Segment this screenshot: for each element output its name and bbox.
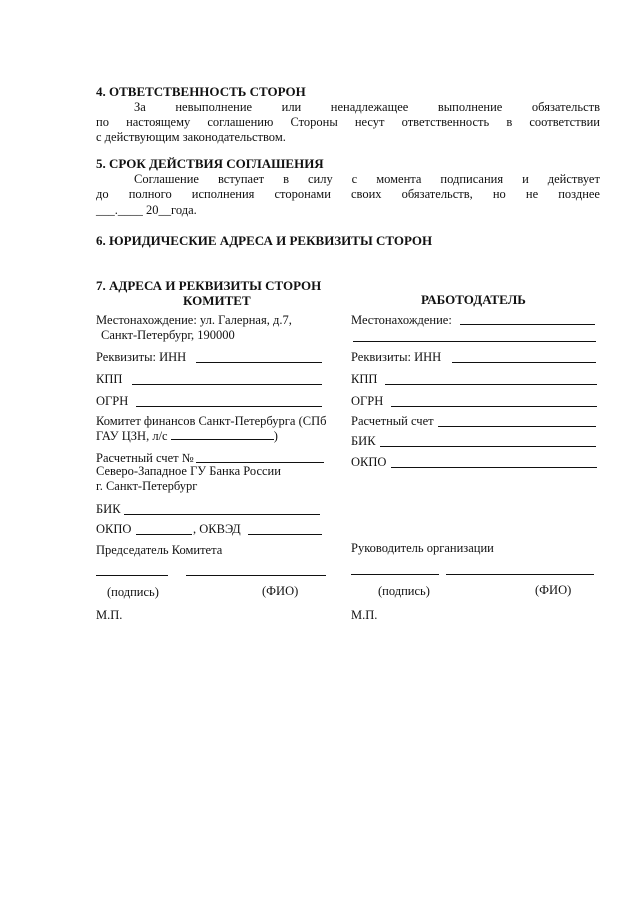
section4-paragraph-line1 bbox=[134, 100, 600, 115]
employer-signature-caption: (подпись) bbox=[378, 584, 430, 598]
word: позднее bbox=[558, 187, 600, 201]
word: Соглашение bbox=[134, 172, 199, 186]
employer-kpp-label: КПП bbox=[351, 372, 378, 386]
word: но bbox=[492, 187, 506, 201]
committee-stamp-label: М.П. bbox=[96, 608, 123, 622]
employer-location-label: Местонахождение: bbox=[351, 313, 452, 327]
employer-bik-field[interactable] bbox=[380, 446, 596, 447]
employer-okpo-label: ОКПО bbox=[351, 455, 387, 469]
employer-ogrn-label: ОГРН bbox=[351, 394, 384, 408]
word: исполнения bbox=[191, 187, 255, 201]
employer-fio-caption: (ФИО) bbox=[535, 583, 572, 597]
employer-bik-label: БИК bbox=[351, 434, 376, 448]
committee-location-line1: Местонахождение: ул. Галерная, д.7, bbox=[96, 313, 292, 327]
word: За bbox=[134, 100, 146, 114]
word: обязательств bbox=[531, 100, 600, 114]
word: силу bbox=[307, 172, 333, 186]
section4-paragraph-line2 bbox=[96, 115, 600, 130]
section4-heading: 4. ОТВЕТСТВЕННОСТЬ СТОРОН bbox=[96, 84, 306, 99]
committee-okpo-field[interactable] bbox=[136, 534, 192, 535]
committee-bik-field[interactable] bbox=[124, 514, 320, 515]
word: настоящему bbox=[126, 115, 191, 129]
committee-okpo-label: ОКПО bbox=[96, 522, 132, 536]
committee-kpp-label: КПП bbox=[96, 372, 123, 386]
committee-personal-account-field[interactable] bbox=[171, 429, 274, 440]
word: по bbox=[96, 115, 109, 129]
employer-ogrn-field[interactable] bbox=[391, 406, 597, 407]
committee-kpp-field[interactable] bbox=[132, 384, 322, 385]
committee-signature-caption: (подпись) bbox=[107, 585, 159, 599]
employer-signature-line[interactable] bbox=[351, 574, 439, 575]
word: ненадлежащее bbox=[330, 100, 409, 114]
committee-okved-label: , ОКВЭД bbox=[193, 522, 241, 536]
word: и bbox=[522, 172, 529, 186]
section5-paragraph-line1 bbox=[134, 172, 600, 187]
word: соглашению bbox=[207, 115, 274, 129]
employer-stamp-label: М.П. bbox=[351, 608, 378, 622]
word: до bbox=[96, 187, 109, 201]
section6-heading: 6. ЮРИДИЧЕСКИЕ АДРЕСА И РЕКВИЗИТЫ СТОРОН bbox=[96, 233, 433, 248]
employer-fio-line[interactable] bbox=[446, 574, 594, 575]
committee-finance-line2-close: ) bbox=[273, 429, 278, 443]
word: несут bbox=[354, 115, 385, 129]
word: своих bbox=[350, 187, 382, 201]
committee-bank-line2: г. Санкт-Петербург bbox=[96, 479, 198, 493]
committee-inn-label: Реквизиты: ИНН bbox=[96, 350, 187, 364]
committee-signature-line[interactable] bbox=[96, 575, 168, 576]
word: Стороны bbox=[290, 115, 338, 129]
section5-paragraph-line2 bbox=[96, 187, 600, 202]
committee-finance-line2 bbox=[96, 429, 278, 444]
word: в bbox=[506, 115, 513, 129]
word: ответственность bbox=[401, 115, 490, 129]
employer-title: РАБОТОДАТЕЛЬ bbox=[421, 292, 526, 307]
word: вступает bbox=[217, 172, 265, 186]
word: в bbox=[283, 172, 289, 186]
employer-location-field-line2[interactable] bbox=[353, 341, 596, 342]
employer-kpp-field[interactable] bbox=[385, 384, 597, 385]
committee-inn-field[interactable] bbox=[196, 362, 322, 363]
committee-bank-line1: Северо-Западное ГУ Банка России bbox=[96, 464, 281, 478]
committee-bik-label: БИК bbox=[96, 502, 121, 516]
word: или bbox=[281, 100, 302, 114]
committee-account-field[interactable] bbox=[196, 462, 324, 463]
employer-account-label: Расчетный счет bbox=[351, 414, 434, 428]
committee-okved-field[interactable] bbox=[248, 534, 322, 535]
word: обязательств, bbox=[401, 187, 473, 201]
committee-location-line2: Санкт-Петербург, 190000 bbox=[101, 328, 235, 342]
word: невыполнение bbox=[175, 100, 253, 114]
word: подписания bbox=[440, 172, 504, 186]
word: с bbox=[351, 172, 358, 186]
employer-location-field[interactable] bbox=[460, 324, 595, 325]
section5-paragraph-line3: ___.____ 20__года. bbox=[96, 203, 197, 217]
word: сторонами bbox=[274, 187, 331, 201]
word: соответствии bbox=[529, 115, 600, 129]
committee-finance-account-label: ГАУ ЦЗН, л/с bbox=[96, 429, 168, 443]
word: момента bbox=[376, 172, 422, 186]
employer-signer-title: Руководитель организации bbox=[351, 541, 494, 555]
section4-paragraph-line3: с действующим законодательством. bbox=[96, 130, 286, 144]
word: полного bbox=[128, 187, 172, 201]
committee-signer-title: Председатель Комитета bbox=[96, 543, 223, 557]
word: действует bbox=[547, 172, 600, 186]
committee-fio-line[interactable] bbox=[186, 575, 326, 576]
employer-account-field[interactable] bbox=[438, 426, 596, 427]
committee-ogrn-field[interactable] bbox=[136, 406, 322, 407]
employer-inn-label: Реквизиты: ИНН bbox=[351, 350, 442, 364]
word: выполнение bbox=[437, 100, 503, 114]
employer-okpo-field[interactable] bbox=[391, 467, 597, 468]
committee-account-label: Расчетный счет № bbox=[96, 451, 194, 465]
committee-finance-line1: Комитет финансов Санкт-Петербурга (СПб bbox=[96, 414, 327, 428]
committee-fio-caption: (ФИО) bbox=[262, 584, 299, 598]
word: не bbox=[525, 187, 539, 201]
employer-inn-field[interactable] bbox=[452, 362, 596, 363]
section5-heading: 5. СРОК ДЕЙСТВИЯ СОГЛАШЕНИЯ bbox=[96, 156, 324, 171]
committee-title: КОМИТЕТ bbox=[183, 293, 251, 308]
section7-heading: 7. АДРЕСА И РЕКВИЗИТЫ СТОРОН bbox=[96, 278, 322, 293]
committee-ogrn-label: ОГРН bbox=[96, 394, 129, 408]
